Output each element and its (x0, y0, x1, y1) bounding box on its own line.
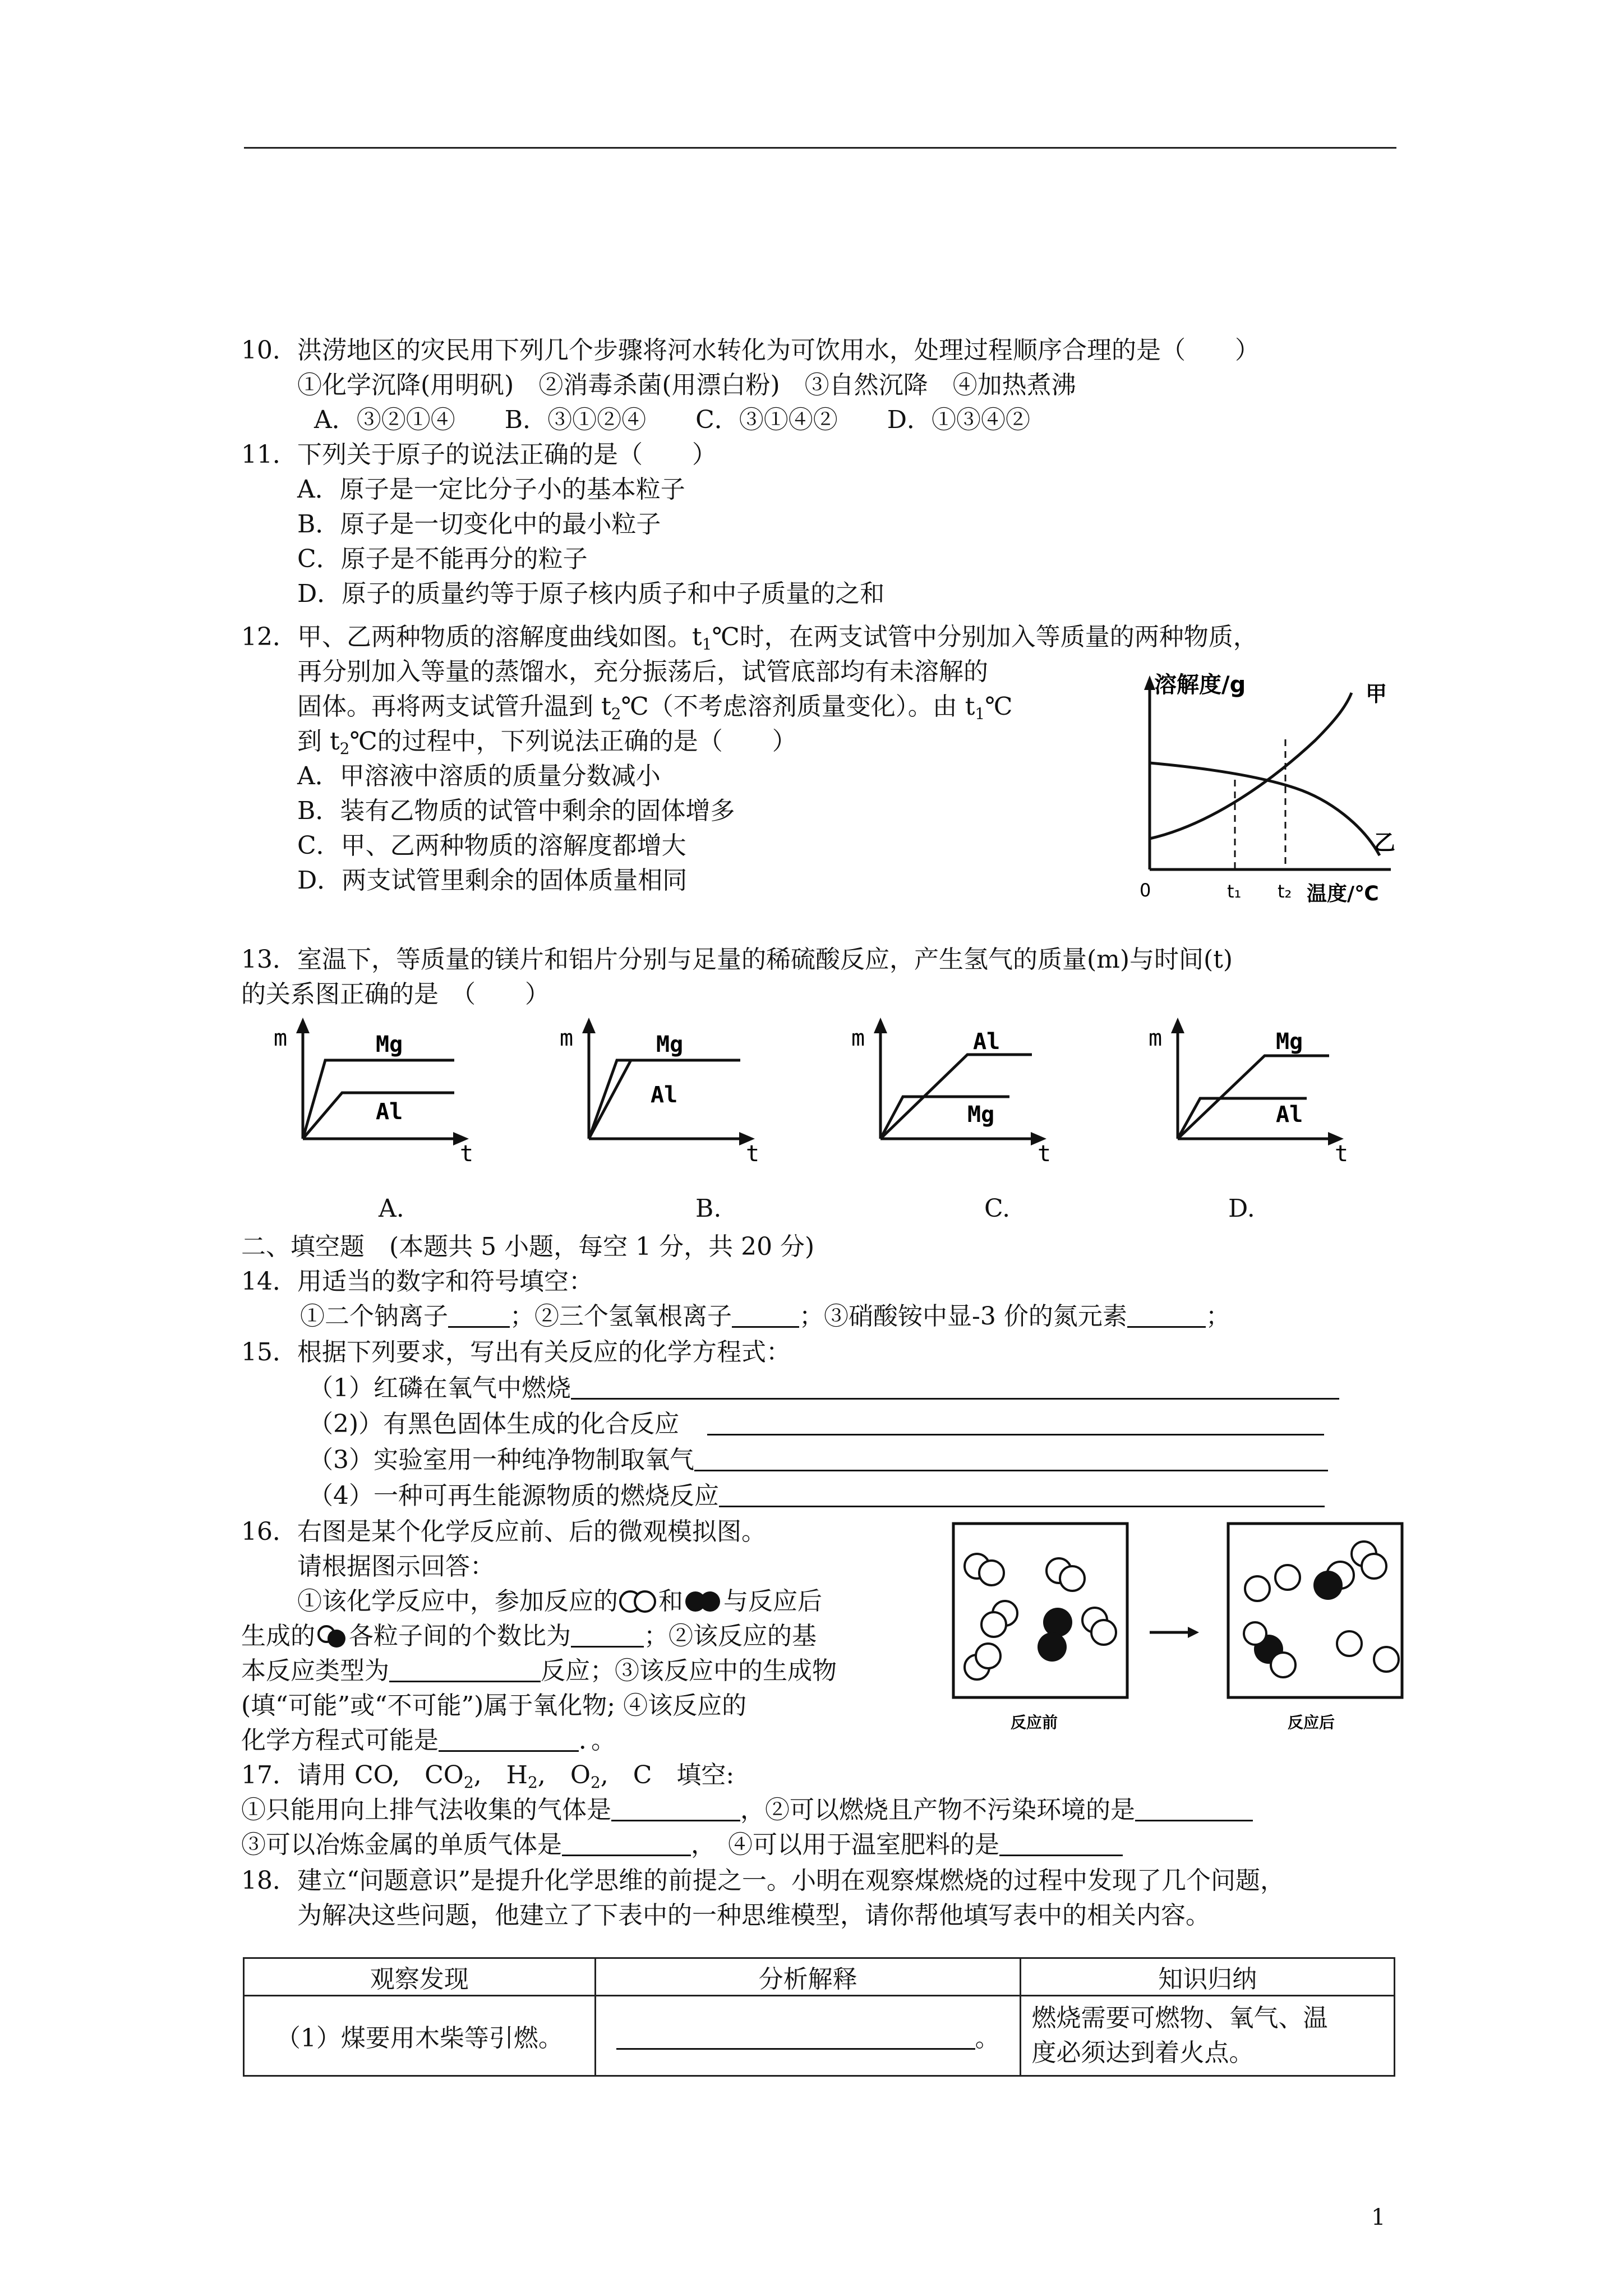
q16-line2: 请根据图示回答： (297, 1552, 495, 1581)
q11-option-b: B．原子是一切变化中的最小粒子 (297, 510, 661, 539)
q16-blank-3[interactable] (439, 1726, 579, 1752)
q15-blank-3[interactable] (694, 1445, 1328, 1471)
q18-row1-observe: （1）煤要用木柴等引燃。 (244, 1996, 596, 2076)
q15-item-1: （1）红磷在氧气中燃烧 (308, 1371, 1339, 1406)
q16-blank-1[interactable] (571, 1621, 644, 1648)
q13-line1: 13．室温下，等质量的镁片和铝片分别与足量的稀硫酸反应，产生氢气的质量(m)与时间(t) (241, 945, 1233, 974)
mixed-molecule-icon (315, 1624, 349, 1649)
q14-blank-2[interactable] (732, 1301, 799, 1328)
graph-a-label: A. (379, 1194, 404, 1223)
graph-b (555, 1010, 768, 1161)
q12-option-b: B．装有乙物质的试管中剩余的固体增多 (297, 797, 735, 825)
q16-line5: 本反应类型为 反应；③该反应中的生成物 (241, 1657, 837, 1685)
q14-blank-1[interactable] (448, 1301, 510, 1328)
page-number: 1 (1371, 2205, 1386, 2230)
q17-line3: ③可以冶炼金属的单质气体是 ， ④可以用于温室肥料的是 (241, 1828, 1123, 1862)
section2-title: 二、填空题 (本题共 5 小题，每空 1 分，共 20 分) (241, 1232, 815, 1261)
t1-label: t₁ (1227, 881, 1242, 902)
graph-d-label: D. (1228, 1194, 1255, 1223)
q18-line1: 18．建立“问题意识”是提升化学思维的前提之一。小明在观察煤燃烧的过程中发现了几个问题， (241, 1866, 1285, 1895)
q18-row1-knowledge: 燃烧需要可燃物、氧气、温 度必须达到着火点。 (1021, 1996, 1395, 2076)
solubility-graph (1127, 668, 1419, 909)
q11-option-a: A．原子是一定比分子小的基本粒子 (297, 475, 685, 504)
q18-table (243, 1957, 1395, 2077)
label-jia: 甲 (1366, 682, 1387, 706)
q17-blank-3[interactable] (562, 1830, 691, 1856)
q14-items: ①二个钠离子 ；②三个氢氧根离子 ；③硝酸铵中显-3 价的氮元素 ； (300, 1302, 1230, 1331)
q18-line2: 为解决这些问题，他建立了下表中的一种思维模型，请你帮他填写表中的相关内容。 (297, 1901, 1210, 1930)
white-molecule-icon (618, 1589, 658, 1614)
q12-option-a: A．甲溶液中溶质的质量分数减小 (297, 762, 661, 790)
q12-line1: 12．甲、乙两种物质的溶解度曲线如图。$t_1℃$时，在两支试管中分别加入等质量的两种物质， (241, 623, 1258, 654)
q17-line2: ①只能用向上排气法收集的气体是 ，②可以燃烧且产物不污染环境的是 (241, 1793, 1253, 1828)
q16-line6: (填“可能”或“不可能”)属于氧化物; ④该反应的 (241, 1691, 747, 1720)
q18-header-analysis: 分析解释 (595, 1958, 1021, 1996)
graph-b-label: B. (695, 1194, 722, 1223)
svg-text:t: t (746, 1141, 760, 1161)
q17-blank-4[interactable] (999, 1830, 1123, 1856)
q16-stem: 16．右图是某个化学反应前、后的微观模拟图。 (241, 1517, 766, 1546)
q17-blank-2[interactable] (1135, 1795, 1253, 1821)
q15-item-3: （3）实验室用一种纯净物制取氧气 (308, 1443, 1328, 1478)
svg-text:Al: Al (651, 1082, 678, 1108)
graph-b-al-line (589, 1060, 631, 1139)
t2-label: t₂ (1278, 881, 1292, 902)
q16-line7: 化学方程式可能是 ．。 (241, 1726, 616, 1755)
q12-option-d: D．两支试管里剩余的固体质量相同 (297, 866, 688, 895)
solubility-ylabel: 溶解度/g (1154, 672, 1246, 698)
q15-stem: 15．根据下列要求，写出有关反应的化学方程式： (241, 1338, 791, 1366)
q10-stem: 10．洪涝地区的灾民用下列几个步骤将河水转化为可饮用水，处理过程顺序合理的是（ ） (241, 336, 1260, 365)
q15-blank-2[interactable] (707, 1409, 1324, 1435)
svg-text:Mg: Mg (1276, 1029, 1303, 1055)
q11-option-d: D．原子的质量约等于原子核内质子和中子质量的之和 (297, 579, 885, 608)
q15-blank-1[interactable] (571, 1373, 1339, 1400)
q18-header-knowledge: 知识归纳 (1021, 1958, 1395, 1996)
q12-line4: 到 $t_2℃$的过程中，下列说法正确的是（ ） (297, 727, 797, 758)
svg-text:t: t (460, 1141, 474, 1161)
q14-stem: 14．用适当的数字和符号填空： (241, 1267, 593, 1296)
svg-text:m: m (274, 1025, 288, 1051)
svg-text:Mg: Mg (376, 1032, 403, 1057)
q15-item-4: （4）一种可再生能源物质的燃烧反应 (308, 1479, 1325, 1513)
svg-text:t: t (1335, 1141, 1349, 1161)
header-rule (244, 147, 1396, 149)
svg-text:m: m (851, 1025, 865, 1051)
graph-d (1144, 1010, 1357, 1161)
q17-stem: 17．请用 CO, $CO_2$, $H_2$, $O_2$, C 填空: (241, 1761, 735, 1792)
solubility-y-arrow (1144, 675, 1155, 690)
q11-option-c: C．原子是不能再分的粒子 (297, 545, 588, 573)
svg-text:t: t (1038, 1141, 1052, 1161)
q18-blank-1[interactable] (616, 2023, 975, 2050)
q10-steps: ①化学沉降(用明矾) ②消毒杀菌(用漂白粉) ③自然沉降 ④加热煮沸 (297, 371, 1076, 399)
before-label: 反应前 (1011, 1713, 1058, 1732)
q12-option-c: C．甲、乙两种物质的溶解度都增大 (297, 831, 686, 860)
svg-text:Al: Al (973, 1029, 1000, 1055)
q16-line3: ①该化学反应中，参加反应的 和 与反应后 (297, 1587, 822, 1616)
q12-line2: 再分别加入等量的蒸馏水，充分振荡后，试管底部均有未溶解的 (297, 657, 988, 686)
q13-line2: 的关系图正确的是 （ ） (241, 980, 550, 1009)
q16-blank-2[interactable] (389, 1656, 541, 1682)
q10-options: A．③②①④ B．③①②④ C．③①④② D．①③④② (314, 406, 1031, 434)
q12-line3: 固体。再将两支试管升温到 $t_2℃$（不考虑溶剂质量变化）。由 $t_1℃$ (297, 692, 1013, 723)
reaction-model-figure (948, 1520, 1413, 1745)
q14-blank-3[interactable] (1127, 1301, 1206, 1328)
solubility-xlabel: 温度/℃ (1307, 882, 1379, 905)
q16-line4: 生成的 各粒子间的个数比为 ；②该反应的基 (241, 1622, 817, 1650)
q15-item-2: （2)）有黑色固体生成的化合反应 (308, 1407, 1324, 1442)
graph-c (847, 1010, 1060, 1161)
svg-text:Mg: Mg (967, 1102, 995, 1128)
svg-text:Al: Al (1276, 1102, 1303, 1128)
graph-c-label: C. (984, 1194, 1011, 1223)
svg-text:Mg: Mg (656, 1032, 684, 1057)
q18-row1-analysis: 。 (595, 1996, 1021, 2076)
graph-a (269, 1010, 482, 1161)
svg-text:m: m (1149, 1025, 1163, 1051)
svg-text:m: m (560, 1025, 574, 1051)
svg-text:Al: Al (376, 1099, 403, 1125)
origin-label: 0 (1140, 880, 1151, 901)
q15-blank-4[interactable] (719, 1481, 1325, 1507)
black-molecule-icon (683, 1589, 723, 1614)
q17-blank-1[interactable] (611, 1795, 740, 1821)
after-label: 反应后 (1288, 1713, 1335, 1732)
q11-stem: 11．下列关于原子的说法正确的是（ ） (241, 440, 717, 469)
label-yi: 乙 (1374, 830, 1396, 855)
q18-header-observe: 观察发现 (244, 1958, 596, 1996)
curve-yi (1150, 763, 1380, 855)
